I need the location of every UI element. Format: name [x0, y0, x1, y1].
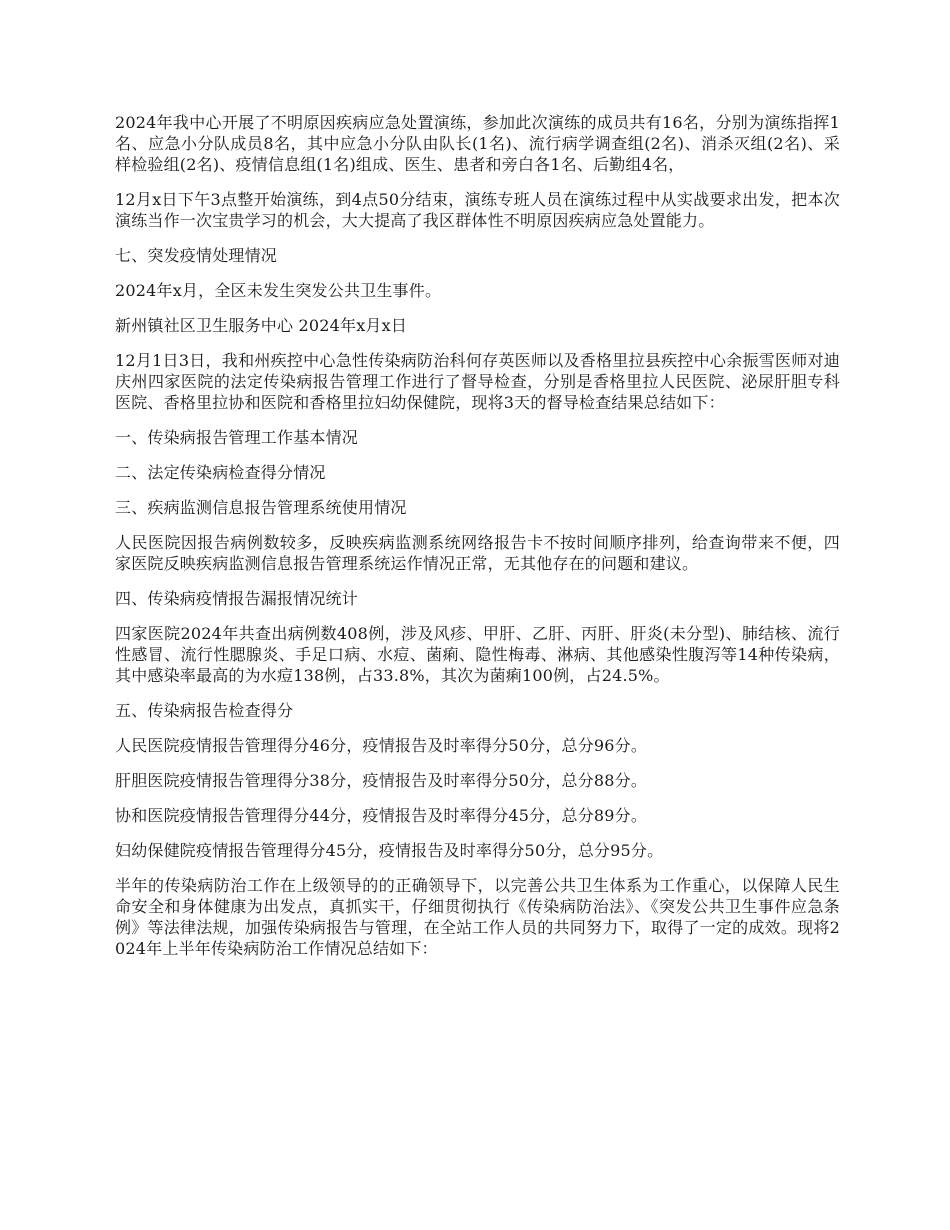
paragraph-score-union-hospital: 协和医院疫情报告管理得分44分，疫情报告及时率得分45分，总分89分。	[115, 806, 648, 825]
heading-basic-situation: 一、传染病报告管理工作基本情况	[115, 428, 359, 447]
paragraph-score-people-hospital: 人民医院疫情报告管理得分46分，疫情报告及时率得分50分，总分96分。	[115, 736, 648, 755]
paragraph-system-feedback: 人民医院因报告病例数较多，反映疾病监测系统网络报告卡不按时间顺序排列，给查询带来不便，四家医院反映疾病监测信息报告管理系统运作情况正常，无其他存在的问题和建议。	[115, 533, 840, 573]
paragraph-score-maternal-hospital: 妇幼保健院疫情报告管理得分45分，疫情报告及时率得分50分，总分95分。	[115, 841, 664, 860]
paragraph-no-events: 2024年x月，全区未发生突发公共卫生事件。	[115, 281, 442, 300]
heading-system-usage: 三、疾病监测信息报告管理系统使用情况	[115, 498, 407, 517]
document-page	[115, 112, 840, 973]
heading-report-scores: 五、传染病报告检查得分	[115, 701, 294, 720]
paragraph-signature-date: 新州镇社区卫生服务中心 2024年x月x日	[115, 316, 408, 335]
heading-outbreak-handling: 七、突发疫情处理情况	[115, 246, 278, 265]
paragraph-drill-overview: 2024年我中心开展了不明原因疾病应急处置演练，参加此次演练的成员共有16名，分别为演练指挥1名、应急小分队成员8名，其中应急小分队由队长(1名)、流行病学调查组(2名)、消杀灭组(2名)、采样检验组(2名)、疫情信息组(1名)组成、医生、患者和旁白各1名、后勤组4名，	[115, 113, 840, 174]
paragraph-half-year-summary: 半年的传染病防治工作在上级领导的的正确领导下，以完善公共卫生体系为工作重心，以保障人民生命安全和身体健康为出发点，真抓实干，仔细贯彻执行《传染病防治法》、《突发公共卫生事件应急条例》等法律法规，加强传染病报告与管理，在全站工作人员的共同努力下，取得了一定的成效。现将2024年上半年传染病防治工作情况总结如下：	[115, 876, 840, 958]
heading-missed-reports: 四、传染病疫情报告漏报情况统计	[115, 589, 359, 608]
paragraph-drill-time: 12月x日下午3点整开始演练，到4点50分结束，演练专班人员在演练过程中从实战要求出发，把本次演练当作一次宝贵学习的机会，大大提高了我区群体性不明原因疾病应急处置能力。	[115, 190, 840, 230]
paragraph-score-hepatobiliary-hospital: 肝胆医院疫情报告管理得分38分，疫情报告及时率得分50分，总分88分。	[115, 771, 648, 790]
paragraph-case-statistics: 四家医院2024年共查出病例数408例，涉及风疹、甲肝、乙肝、丙肝、肝炎(未分型)、肺结核、流行性感冒、流行性腮腺炎、手足口病、水痘、菌痢、隐性梅毒、淋病、其他感染性腹泻等14种传染病，其中感染率最高的为水痘138例，占33.8%，其次为菌痢100例，占24.5%。	[115, 624, 840, 685]
paragraph-inspection-intro: 12月1日3日，我和州疾控中心急性传染病防治科何存英医师以及香格里拉县疾控中心余振雪医师对迪庆州四家医院的法定传染病报告管理工作进行了督导检查，分别是香格里拉人民医院、泌尿肝胆专科医院、香格里拉协和医院和香格里拉妇幼保健院，现将3天的督导检查结果总结如下：	[115, 351, 840, 412]
heading-score-situation: 二、法定传染病检查得分情况	[115, 463, 326, 482]
